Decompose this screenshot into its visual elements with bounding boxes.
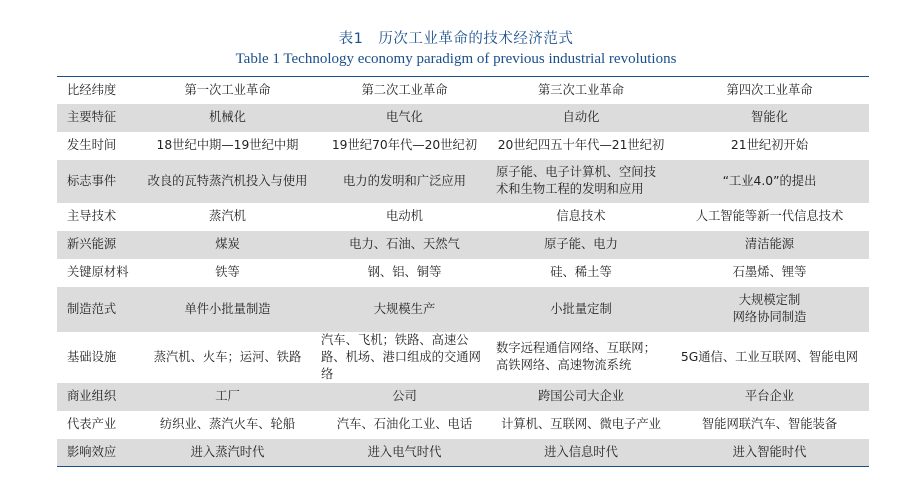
table-cell: 单件小批量制造 <box>138 287 317 332</box>
header-cell-dimension: 比经纬度 <box>57 77 138 104</box>
table-cell: 数字远程通信网络、互联网；高铁网络、高速物流系统 <box>496 341 656 372</box>
table-cell: 纺织业、蒸汽火车、轮船 <box>159 417 296 431</box>
row-label: 代表产业 <box>67 417 117 431</box>
row-label: 制造范式 <box>57 287 138 332</box>
table-cell: 19世纪70年代—20世纪初 <box>331 138 478 152</box>
row-label: 影响效应 <box>57 439 138 467</box>
row-label: 主导技术 <box>67 209 117 223</box>
row-label: 发生时间 <box>67 138 117 152</box>
table-cell: 大规模生产 <box>317 287 492 332</box>
table-cell: 进入信息时代 <box>492 439 670 467</box>
table-cell: 人工智能等新一代信息技术 <box>695 209 844 223</box>
table-cell: 蒸汽机 <box>209 209 246 223</box>
table-cell: 智能化 <box>670 104 869 132</box>
table-cell: 21世纪初开始 <box>730 138 809 152</box>
table-cell: 硅、稀土等 <box>550 265 612 279</box>
table-cell: 机械化 <box>138 104 317 132</box>
row-label: 基础设施 <box>67 349 117 364</box>
table-cell: 石墨烯、锂等 <box>732 265 807 279</box>
table-title-english: Table 1 Technology economy paradigm of previous industrial revolutions <box>235 51 677 67</box>
table-cell: 20世纪四五十年代—21世纪初 <box>497 138 665 152</box>
table-cell: 进入智能时代 <box>670 439 869 467</box>
table-cell: 汽车、石油化工业、电话 <box>336 417 473 431</box>
table-cell: 汽车、飞机；铁路、高速公路、机场、港口组成的交通网络 <box>321 332 481 381</box>
table-cell: 工厂 <box>138 383 317 411</box>
table-row <box>57 383 869 411</box>
table-cell: 信息技术 <box>556 209 606 223</box>
table-row <box>57 231 869 259</box>
table-header-row <box>57 77 869 104</box>
table-row <box>57 203 869 231</box>
table-row <box>57 132 869 160</box>
table-row <box>57 332 869 383</box>
table-cell: 计算机、互联网、微电子产业 <box>501 417 661 431</box>
table-cell: 电力的发明和广泛应用 <box>317 160 492 203</box>
table-cell: 原子能、电子计算机、空间技术和生物工程的发明和应用 <box>492 160 670 203</box>
table-cell: 小批量定制 <box>492 287 670 332</box>
table-row <box>57 259 869 287</box>
table-cell: 改良的瓦特蒸汽机投入与使用 <box>138 160 317 203</box>
table-row <box>57 160 869 203</box>
table-cell: 电动机 <box>386 209 423 223</box>
table-cell: 蒸汽机、火车；运河、铁路 <box>153 349 302 364</box>
table-cell: 清洁能源 <box>670 231 869 259</box>
table-cell: 自动化 <box>492 104 670 132</box>
table-cell: 电气化 <box>317 104 492 132</box>
table-cell: 大规模定制 网络协同制造 <box>670 287 869 332</box>
row-label: 新兴能源 <box>57 231 138 259</box>
table-cell: 智能网联汽车、智能装备 <box>701 417 838 431</box>
table-cell: 煤炭 <box>138 231 317 259</box>
table-cell: 18世纪中期—19世纪中期 <box>156 138 299 152</box>
row-label: 关键原材料 <box>67 265 129 279</box>
table-row <box>57 287 869 332</box>
industrial-revolutions-table <box>57 76 869 467</box>
table-cell: 跨国公司大企业 <box>492 383 670 411</box>
row-label: 商业组织 <box>57 383 138 411</box>
table-cell: “工业4.0”的提出 <box>670 160 869 203</box>
table-cell: 平台企业 <box>670 383 869 411</box>
table-cell: 铁等 <box>215 265 240 279</box>
table-row <box>57 411 869 439</box>
table-row <box>57 439 869 467</box>
table-cell: 进入蒸汽时代 <box>138 439 317 467</box>
table-cell: 原子能、电力 <box>492 231 670 259</box>
header-cell-first-revolution: 第一次工业革命 <box>138 77 317 104</box>
table-cell: 钢、铝、铜等 <box>367 265 442 279</box>
table-cell: 电力、石油、天然气 <box>317 231 492 259</box>
table-row <box>57 104 869 132</box>
header-cell-second-revolution: 第二次工业革命 <box>317 77 492 104</box>
row-label: 标志事件 <box>57 160 138 203</box>
header-cell-fourth-revolution: 第四次工业革命 <box>670 77 869 104</box>
table-cell: 公司 <box>317 383 492 411</box>
table-cell: 5G通信、工业互联网、智能电网 <box>680 349 859 364</box>
table-cell: 进入电气时代 <box>317 439 492 467</box>
header-cell-third-revolution: 第三次工业革命 <box>492 77 670 104</box>
row-label: 主要特征 <box>57 104 138 132</box>
table-title-chinese: 表1 历次工业革命的技术经济范式 <box>338 31 574 47</box>
